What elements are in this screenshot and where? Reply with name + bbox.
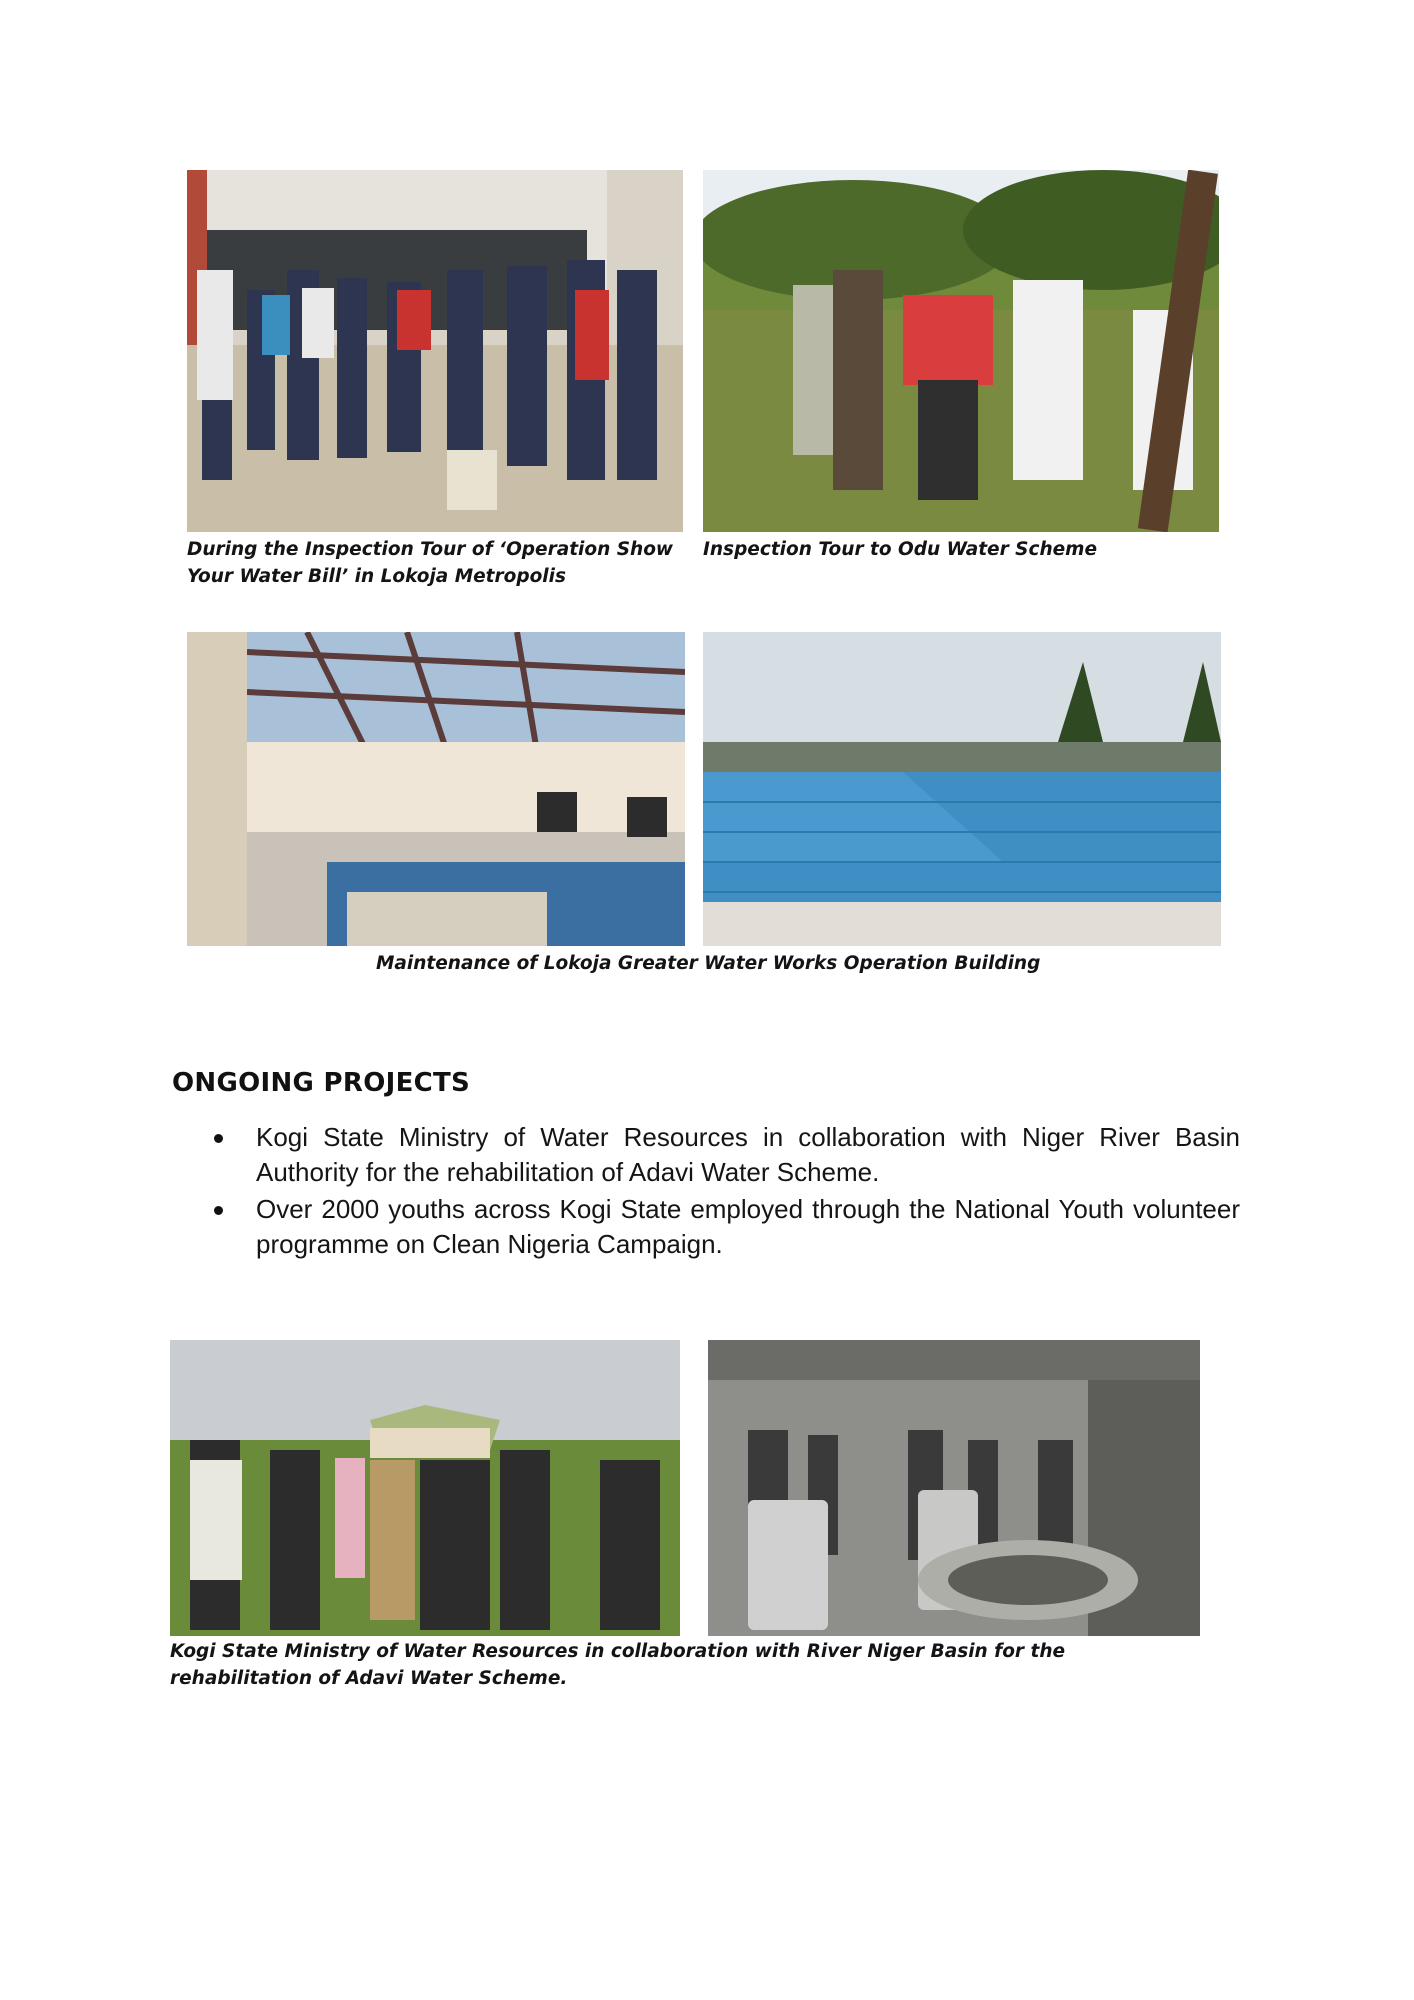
photo-odu-water-scheme bbox=[703, 170, 1219, 532]
list-item bbox=[210, 1120, 1240, 1190]
photo-adavi-site-visit bbox=[170, 1340, 680, 1636]
photo-caption: Inspection Tour to Odu Water Scheme bbox=[703, 539, 1098, 560]
photo-blue-roof bbox=[703, 632, 1221, 946]
list-item-text: Kogi State Ministry of Water Resources in collaboration with Niger River Basin Authority for the rehabilitation of Adavi Water Scheme. bbox=[256, 1122, 1240, 1187]
photo-caption: Maintenance of Lokoja Greater Water Works Operation Building bbox=[376, 953, 1041, 974]
photo-caption: During the Inspection Tour of ‘Operation Show Your Water Bill’ in Lokoja Metropolis bbox=[187, 539, 674, 587]
photo-caption: Kogi State Ministry of Water Resources in collaboration with River Niger Basin for the rehabilitation of Adavi Water Scheme. bbox=[170, 1641, 1066, 1689]
photo-operation-show-your-water-bill bbox=[187, 170, 683, 532]
list-item-text: Over 2000 youths across Kogi State employed through the National Youth volunteer programme on Clean Nigeria Campaign. bbox=[256, 1194, 1240, 1259]
ongoing-projects-list bbox=[210, 1120, 1240, 1264]
photo-operation-building-interior bbox=[187, 632, 685, 946]
section-heading: ONGOING PROJECTS bbox=[172, 1068, 471, 1098]
bullet-icon bbox=[214, 1134, 223, 1143]
photo-adavi-treatment-equipment bbox=[708, 1340, 1200, 1636]
bullet-icon bbox=[214, 1206, 223, 1215]
list-item bbox=[210, 1192, 1240, 1262]
